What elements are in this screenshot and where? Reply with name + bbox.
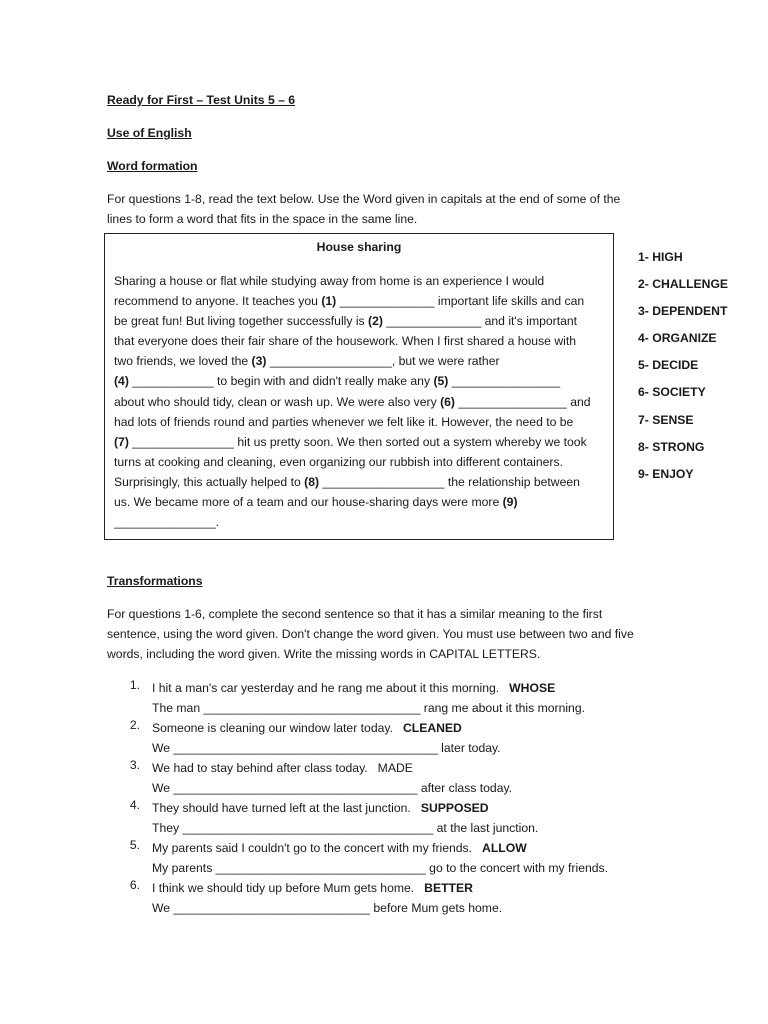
item-sentence-line <box>152 718 462 738</box>
answer-line[interactable]: The man ________________________________ rang me about it this morning. <box>152 701 585 715</box>
text-line: that everyone does their fair share of the housework. When I first shared a house with <box>114 334 577 349</box>
subsection-heading: Word formation <box>107 159 198 173</box>
key-word: ALLOW <box>482 841 527 855</box>
word-list <box>638 250 728 494</box>
instructions-line: lines to form a word that fits in the space in the same line. <box>107 212 418 226</box>
instructions-line: For questions 1-8, read the text below. Use the Word given in capitals at the end of some of the <box>107 192 621 206</box>
answer-line[interactable]: We ____________________________________ after class today. <box>152 781 513 795</box>
text-line: be great fun! But living together successfully is (2) ______________ and it's important <box>114 314 578 329</box>
item-sentence-line <box>152 878 473 898</box>
instructions-line: sentence, using the word given. Don't change the word given. You must use between two and five <box>107 627 634 641</box>
gap-number: (8) <box>304 474 320 489</box>
item-number: 1. <box>129 678 140 692</box>
text-line: about who should tidy, clean or wash up. We were also very (6) ________________ and <box>114 394 591 409</box>
original-sentence: I think we should tidy up before Mum gets home. <box>152 881 415 895</box>
text-line: had lots of friends round and parties whenever we felt like it. However, the need to be <box>114 414 574 429</box>
original-sentence: My parents said I couldn't go to the concert with my friends. <box>152 841 473 855</box>
text-line: recommend to anyone. It teaches you (1) ______________ important life skills and can <box>114 294 585 309</box>
gap-number: (9) <box>502 495 518 510</box>
text-line: Sharing a house or flat while studying away from home is an experience I would <box>114 274 545 288</box>
original-sentence: Someone is cleaning our window later today. <box>152 721 393 735</box>
gap-number: (3) <box>251 354 267 369</box>
key-word: SUPPOSED <box>420 801 489 815</box>
word-item: 5- DECIDE <box>638 358 699 373</box>
item-sentence-line <box>152 758 413 778</box>
word-item: 9- ENJOY <box>638 466 694 481</box>
word-item: 2- CHALLENGE <box>638 277 729 292</box>
gap-number: (1) <box>321 294 337 309</box>
answer-line[interactable]: We _____________________________ before Mum gets home. <box>152 901 503 915</box>
transformations-heading: Transformations <box>107 574 203 588</box>
key-word: CLEANED <box>402 721 462 735</box>
document-title: Ready for First – Test Units 5 – 6 <box>107 93 296 107</box>
gap-number: (4) <box>114 374 129 389</box>
text-line: Surprisingly, this actually helped to (8) __________________ the relationship between <box>114 474 580 489</box>
transformations-instructions <box>107 604 667 664</box>
answer-line[interactable]: My parents _______________________________ go to the concert with my friends. <box>152 861 609 875</box>
word-item: 6- SOCIETY <box>638 385 706 400</box>
reading-text-box <box>104 233 614 540</box>
item-number: 5. <box>129 838 140 852</box>
item-number: 6. <box>129 878 140 892</box>
word-formation-instructions <box>107 189 667 229</box>
word-item: 7- SENSE <box>638 412 694 427</box>
text-line: turns at cooking and cleaning, even organizing our rubbish into different containers. <box>114 454 563 469</box>
reading-text <box>114 271 610 532</box>
instructions-line: For questions 1-6, complete the second sentence so that it has a similar meaning to the first <box>107 607 603 621</box>
text-line: (7) _______________ hit us pretty soon. We then sorted out a system whereby we took <box>114 434 587 449</box>
original-sentence: I hit a man's car yesterday and he rang me about it this morning. <box>152 681 500 695</box>
box-title: House sharing <box>316 240 402 254</box>
text-line: us. We became more of a team and our house-sharing days were more (9) <box>114 495 518 510</box>
word-item: 3- DEPENDENT <box>638 304 728 319</box>
key-word: WHOSE <box>509 681 556 695</box>
item-number: 2. <box>129 718 140 732</box>
original-sentence: We had to stay behind after class today. <box>152 761 368 775</box>
item-sentence-line <box>152 678 555 698</box>
key-word: MADE <box>377 761 413 775</box>
gap-number: (7) <box>114 434 129 449</box>
gap-number: (2) <box>368 314 383 329</box>
word-item: 8- STRONG <box>638 439 705 454</box>
word-item: 1- HIGH <box>638 250 683 264</box>
item-sentence-line <box>152 798 489 818</box>
text-line: two friends, we loved the (3) __________________, but we were rather <box>114 354 500 369</box>
answer-line[interactable]: We _______________________________________ later today. <box>152 741 501 755</box>
gap-number: (5) <box>433 374 449 389</box>
gap-number: (6) <box>440 394 455 409</box>
word-item: 4- ORGANIZE <box>638 331 717 346</box>
item-number: 3. <box>129 758 140 772</box>
original-sentence: They should have turned left at the last junction. <box>152 801 411 815</box>
item-sentence-line <box>152 838 527 858</box>
text-line: _______________. <box>114 515 220 530</box>
instructions-line: words, including the word given. Write the missing words in CAPITAL LETTERS. <box>107 647 541 661</box>
answer-line[interactable]: They _____________________________________ at the last junction. <box>152 821 539 835</box>
item-number: 4. <box>129 798 140 812</box>
key-word: BETTER <box>424 881 473 895</box>
text-line: (4) ____________ to begin with and didn't really make any (5) ________________ <box>114 374 561 389</box>
section-heading: Use of English <box>107 126 192 140</box>
